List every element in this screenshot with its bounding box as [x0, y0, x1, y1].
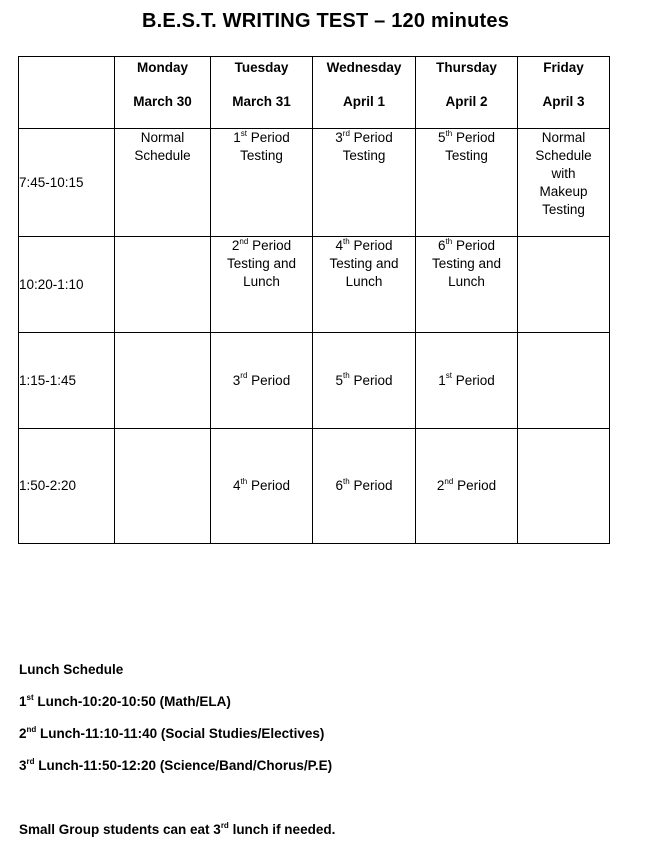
header-cell-friday	[518, 57, 610, 129]
period-line	[416, 237, 517, 255]
cell-wednesday	[313, 333, 416, 429]
cell-monday	[115, 237, 211, 333]
cell-tuesday	[211, 129, 313, 237]
time-slot: 7:45-10:15	[19, 129, 115, 237]
cell-wednesday	[313, 237, 416, 333]
cell-tuesday	[211, 237, 313, 333]
lunch-number: 1	[19, 694, 27, 709]
day-name: Thursday	[436, 60, 497, 75]
header-cell-empty	[19, 57, 115, 129]
ordinal-suffix: st	[240, 128, 247, 138]
ordinal-suffix: st	[26, 692, 34, 702]
header-cell-wednesday	[313, 57, 416, 129]
day-date: March 31	[232, 94, 291, 109]
table-row	[19, 429, 610, 544]
cell-tuesday	[211, 429, 313, 544]
ordinal-suffix: rd	[342, 128, 350, 138]
cell-line: Normal	[541, 130, 586, 145]
ordinal-suffix: th	[240, 476, 248, 486]
ordinal-suffix: th	[445, 236, 453, 246]
period-label: Period	[246, 130, 290, 145]
cell-thursday	[416, 333, 518, 429]
cell-thursday	[416, 429, 518, 544]
cell-tuesday	[211, 333, 313, 429]
period-label: Period	[349, 238, 393, 253]
day-date: March 30	[133, 94, 192, 109]
table-row	[19, 333, 610, 429]
period-number: 1	[233, 130, 241, 145]
period-number: 4	[335, 238, 344, 253]
period-line	[211, 129, 312, 147]
day-date: April 2	[445, 94, 488, 109]
header-cell-monday	[115, 57, 211, 129]
ordinal-suffix: th	[343, 236, 350, 246]
lunch-item	[19, 756, 639, 788]
cell-line: Testing	[542, 202, 585, 217]
cell-line: Testing	[445, 148, 488, 163]
ordinal-suffix: nd	[26, 724, 37, 734]
note-text: Small Group students can eat 3	[19, 822, 221, 837]
lunch-number: 2	[19, 726, 27, 741]
cell-line: Lunch	[345, 274, 383, 289]
period-line	[211, 237, 312, 255]
cell-friday	[518, 129, 610, 237]
period-line	[211, 477, 312, 495]
period-line	[313, 477, 415, 495]
period-number: 4	[233, 478, 241, 493]
period-number: 5	[438, 130, 446, 145]
period-line	[211, 372, 312, 390]
period-label: Period	[452, 130, 495, 145]
lunch-item	[19, 724, 639, 756]
schedule-table	[18, 56, 610, 544]
lunch-text: Lunch-11:10-11:40 (Social Studies/Electives)	[36, 726, 325, 741]
ordinal-suffix: th	[445, 128, 453, 138]
period-number: 5	[335, 372, 344, 388]
ordinal-suffix: th	[343, 371, 350, 380]
note-text: lunch if needed.	[228, 822, 336, 837]
day-name: Tuesday	[234, 60, 289, 75]
period-label: Period	[247, 478, 290, 493]
day-name: Wednesday	[326, 60, 402, 75]
cell-friday	[518, 237, 610, 333]
cell-thursday	[416, 237, 518, 333]
cell-line: Normal	[140, 130, 185, 145]
period-number: 6	[335, 478, 344, 493]
period-line	[416, 372, 517, 390]
cell-line: with	[551, 166, 576, 181]
cell-line: Lunch	[448, 274, 485, 289]
page-title: B.E.S.T. WRITING TEST – 120 minutes	[141, 10, 510, 32]
ordinal-suffix: rd	[240, 371, 248, 380]
cell-line: Testing and	[226, 256, 297, 271]
period-label: Period	[452, 238, 495, 253]
ordinal-suffix: nd	[444, 476, 454, 486]
ordinal-suffix: rd	[220, 820, 229, 830]
cell-wednesday	[313, 429, 416, 544]
period-number: 6	[438, 238, 446, 253]
lunch-text: Lunch-11:50-12:20 (Science/Band/Chorus/P.E)	[34, 758, 333, 773]
period-number: 1	[438, 372, 446, 388]
period-label: Period	[349, 372, 393, 388]
cell-line: Makeup	[539, 184, 588, 199]
period-line	[313, 237, 415, 255]
cell-line: Testing and	[431, 256, 502, 271]
day-date: April 1	[342, 94, 385, 109]
cell-friday	[518, 333, 610, 429]
time-slot: 1:50-2:20	[19, 429, 115, 544]
period-line	[313, 129, 415, 147]
period-label: Period	[247, 372, 291, 388]
cell-monday	[115, 333, 211, 429]
ordinal-suffix: st	[445, 371, 452, 380]
period-number: 3	[335, 130, 343, 145]
header-row	[19, 57, 610, 129]
period-label: Period	[453, 478, 497, 493]
cell-line: Schedule	[535, 148, 592, 163]
ordinal-suffix: rd	[26, 756, 35, 766]
period-number: 2	[231, 238, 240, 253]
period-number: 3	[232, 372, 241, 388]
time-slot: 10:20-1:10	[19, 237, 115, 333]
period-line	[416, 129, 517, 147]
cell-thursday	[416, 129, 518, 237]
cell-line: Lunch	[243, 274, 280, 289]
period-line	[416, 477, 517, 495]
lunch-item	[19, 692, 639, 724]
lunch-heading: Lunch Schedule	[19, 662, 124, 677]
lunch-schedule	[19, 660, 639, 788]
cell-line: Testing	[342, 148, 386, 163]
day-date: April 3	[542, 94, 585, 109]
cell-wednesday	[313, 129, 416, 237]
period-label: Period	[349, 478, 393, 493]
day-name: Friday	[543, 60, 584, 75]
cell-friday	[518, 429, 610, 544]
lunch-number: 3	[19, 758, 27, 773]
ordinal-suffix: nd	[239, 236, 249, 246]
table-row	[19, 237, 610, 333]
lunch-text: Lunch-10:20-10:50 (Math/ELA)	[33, 694, 231, 709]
period-number: 2	[436, 478, 445, 493]
table-row	[19, 129, 610, 237]
header-cell-tuesday	[211, 57, 313, 129]
period-label: Period	[349, 130, 393, 145]
cell-monday	[115, 429, 211, 544]
ordinal-suffix: th	[343, 476, 350, 486]
cell-line: Testing	[240, 148, 283, 163]
header-cell-thursday	[416, 57, 518, 129]
period-label: Period	[451, 372, 495, 388]
cell-line: Testing and	[329, 256, 399, 271]
period-line	[313, 372, 415, 390]
period-label: Period	[248, 238, 292, 253]
time-slot: 1:15-1:45	[19, 333, 115, 429]
cell-line: Schedule	[134, 148, 191, 163]
small-group-note	[19, 820, 639, 840]
cell-monday	[115, 129, 211, 237]
day-name: Monday	[136, 60, 188, 75]
